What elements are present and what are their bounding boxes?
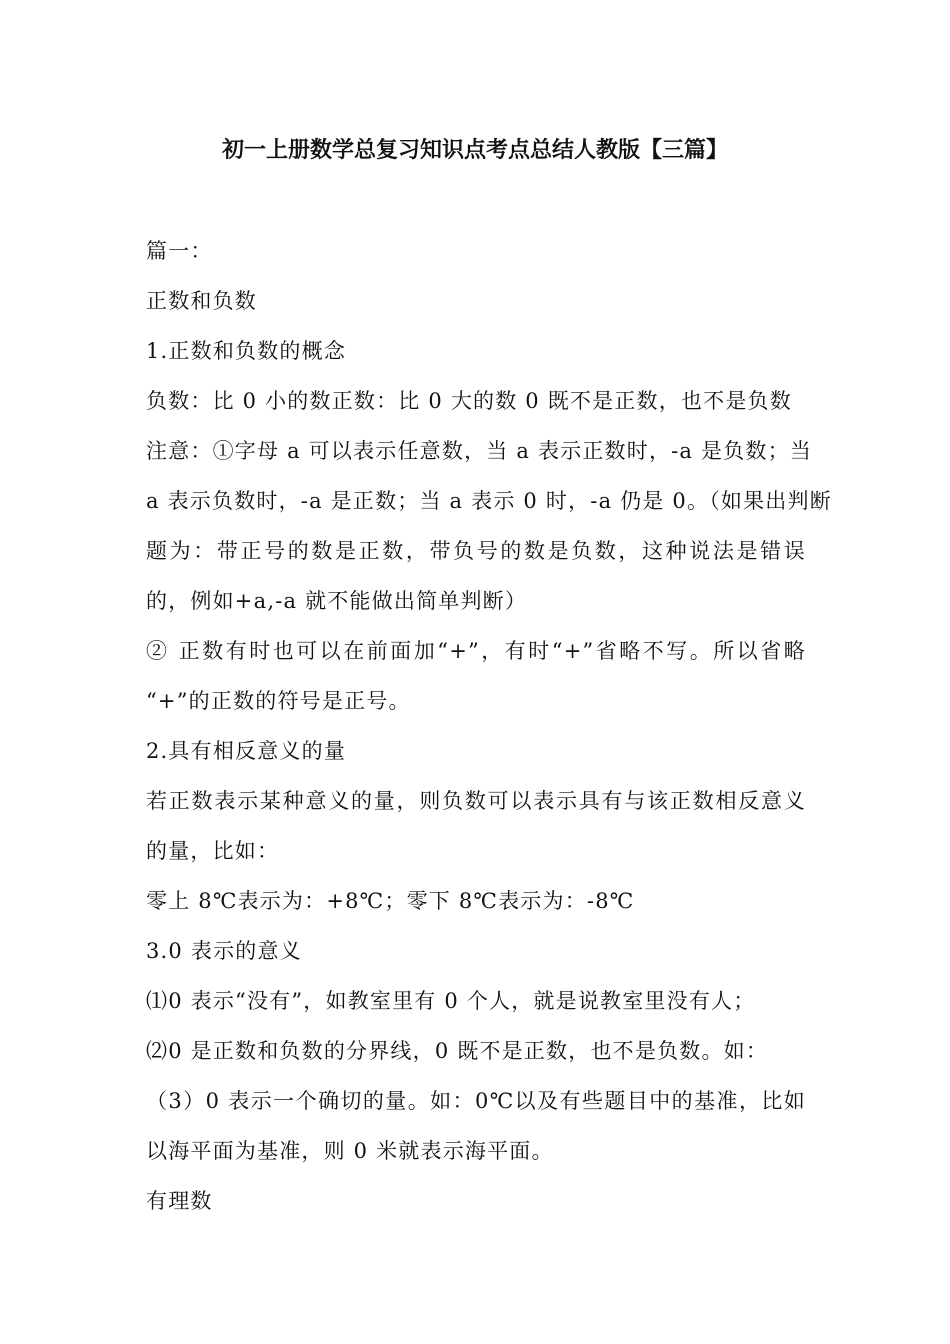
text-line: ⑴0 表示“没有”，如教室里有 0 个人，就是说教室里没有人；: [146, 989, 756, 1013]
text-line: 若正数表示某种意义的量，则负数可以表示具有与该正数相反意义: [146, 789, 806, 813]
section-heading: 篇一：: [146, 239, 213, 263]
topic-heading: 正数和负数: [146, 289, 257, 313]
text-line: 的量，比如：: [146, 839, 280, 863]
text-line: （3）0 表示一个确切的量。如：0℃以及有些题目中的基准，比如: [146, 1089, 806, 1113]
text-line: ⑵0 是正数和负数的分界线，0 既不是正数，也不是负数。如：: [146, 1039, 769, 1063]
text-line: a 表示负数时，-a 是正数；当 a 表示 0 时，-a 仍是 0。（如果出判断: [146, 489, 832, 513]
topic-heading: 有理数: [146, 1189, 213, 1213]
text-line: 负数：比 0 小的数正数：比 0 大的数 0 既不是正数，也不是负数: [146, 389, 792, 413]
text-line: 零上 8℃表示为：+8℃；零下 8℃表示为：-8℃: [146, 889, 635, 913]
text-line: 题为：带正号的数是正数，带负号的数是负数，这种说法是错误: [146, 539, 806, 563]
subheading: 1.正数和负数的概念: [146, 339, 347, 363]
page-title: 初一上册数学总复习知识点考点总结人教版【三篇】: [221, 138, 728, 163]
text-line: 的，例如+a,-a 就不能做出简单判断）: [146, 589, 528, 613]
text-line: “+”的正数的符号是正号。: [146, 689, 411, 713]
text-line: 以海平面为基准，则 0 米就表示海平面。: [146, 1139, 554, 1163]
text-line: 注意：①字母 a 可以表示任意数，当 a 表示正数时，-a 是负数；当: [146, 439, 813, 463]
subheading: 3.0 表示的意义: [146, 939, 302, 963]
text-line: ② 正数有时也可以在前面加“+”，有时“+”省略不写。所以省略: [146, 639, 806, 663]
subheading: 2.具有相反意义的量: [146, 739, 347, 763]
